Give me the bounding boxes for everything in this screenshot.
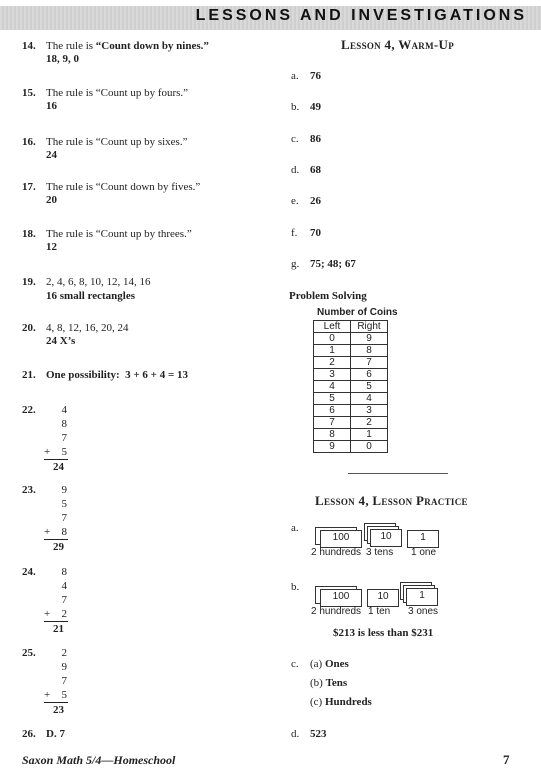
tens-block: 10 (370, 529, 402, 547)
table-cell: 6 (351, 369, 388, 381)
problem-number: 21. (22, 369, 36, 381)
block-caption: 1 ten (368, 606, 391, 617)
table-row (314, 441, 388, 453)
item-label: d. (291, 728, 300, 740)
addend: 8 (61, 566, 67, 578)
table-row (314, 357, 388, 369)
plus-sign: + (44, 608, 51, 620)
page-number: 7 (503, 752, 510, 767)
table-cell: 4 (314, 381, 351, 393)
hundreds-block: 100 (320, 530, 362, 548)
problem-text: The rule is “Count up by sixes.” (46, 136, 188, 148)
addend: 7 (61, 594, 67, 606)
problem-number: 20. (22, 322, 36, 334)
banner-title: LESSONS AND INVESTIGATIONS (195, 7, 527, 24)
problem-answer: 24 (46, 149, 57, 161)
problem-answer: 16 (46, 100, 57, 112)
sum: 24 (53, 461, 64, 473)
table-row (314, 381, 388, 393)
problem-number: 14. (22, 40, 36, 52)
table-cell: 2 (351, 417, 388, 429)
problem-number: 17. (22, 181, 36, 193)
table-cell: 9 (351, 333, 388, 345)
problem-text: The rule is “Count down by fives.” (46, 181, 201, 193)
item-label: c. (291, 133, 299, 145)
table-row (314, 333, 388, 345)
table-cell: 3 (314, 369, 351, 381)
item-label: b. (291, 101, 300, 113)
block-caption: 2 hundreds (311, 547, 362, 558)
item-value: 523 (310, 728, 327, 740)
problem-text: The rule is “Count up by fours.” (46, 87, 189, 99)
addend: 8 (61, 418, 67, 430)
item-label: a. (291, 522, 299, 534)
table-cell: 1 (314, 345, 351, 357)
problem-text: 2, 4, 6, 8, 10, 12, 14, 16 (46, 276, 151, 288)
sum: 23 (53, 704, 64, 716)
table-cell: 9 (314, 441, 351, 453)
problem-number: 23. (22, 484, 36, 496)
table-cell: 0 (351, 441, 388, 453)
plus-sign: + (44, 526, 51, 538)
problem-number: 18. (22, 228, 36, 240)
addend: 5 (61, 689, 67, 701)
problem-answer: 20 (46, 194, 57, 206)
table-cell: 4 (351, 393, 388, 405)
addend: 4 (61, 404, 67, 416)
table-row (314, 417, 388, 429)
sum-line (44, 539, 68, 540)
addend: 7 (61, 675, 67, 687)
table-cell: 8 (314, 429, 351, 441)
problem-answer: 12 (46, 241, 57, 253)
item-label: g. (291, 258, 300, 270)
problem-text: The rule is “Count up by threes.” (46, 228, 192, 240)
sub-item: (b) Tens (310, 677, 348, 689)
table-cell: 2 (314, 357, 351, 369)
table-cell: 1 (351, 429, 388, 441)
problem-number: 24. (22, 566, 36, 578)
table-cell: 8 (351, 345, 388, 357)
problem-number: 16. (22, 136, 36, 148)
ones-block: 1 (407, 530, 439, 548)
item-value: 26 (310, 195, 321, 207)
item-label: b. (291, 581, 300, 593)
table-cell: 5 (351, 381, 388, 393)
addend: 5 (61, 498, 67, 510)
addend: 4 (61, 580, 67, 592)
item-label: a. (291, 70, 299, 82)
problem-answer: 18, 9, 0 (46, 53, 79, 65)
footer-book-title: Saxon Math 5/4—Homeschool (22, 753, 176, 767)
plus-sign: + (44, 689, 51, 701)
addend: 5 (61, 446, 67, 458)
ones-block: 1 (406, 588, 438, 606)
table-cell: 6 (314, 405, 351, 417)
item-value: 75; 48; 67 (310, 258, 356, 270)
item-value: 70 (310, 227, 321, 239)
sum-line (44, 621, 68, 622)
table-cell: 3 (351, 405, 388, 417)
problem-answer: One possibility: 3 + 6 + 4 = 13 (46, 369, 188, 381)
block-caption: 3 ones (408, 606, 439, 617)
header-banner (0, 6, 541, 30)
sum: 21 (53, 623, 64, 635)
table-row (314, 369, 388, 381)
hundreds-block: 100 (320, 589, 362, 607)
table-row (314, 405, 388, 417)
practice-title: Lesson 4, Lesson Practice (315, 493, 468, 508)
item-value: 49 (310, 101, 321, 113)
problem-answer: D. 7 (46, 728, 65, 740)
addend: 7 (61, 432, 67, 444)
problem-number: 15. (22, 87, 36, 99)
problem-text: The rule is “Count down by nines.” (46, 40, 209, 52)
problem-answer: 16 small rectangles (46, 290, 136, 302)
problem-number: 26. (22, 728, 36, 740)
tens-block: 10 (367, 589, 399, 607)
table-cell: 7 (351, 357, 388, 369)
addend: 9 (61, 484, 67, 496)
problem-number: 19. (22, 276, 36, 288)
sub-item: (c) Hundreds (310, 696, 372, 708)
section-divider (348, 473, 448, 474)
table-row (314, 393, 388, 405)
addend: 9 (61, 661, 67, 673)
item-label: d. (291, 164, 300, 176)
table-row (314, 429, 388, 441)
block-caption: 2 hundreds (311, 606, 362, 617)
item-label: e. (291, 195, 299, 207)
table-cell: 5 (314, 393, 351, 405)
item-value: 86 (310, 133, 321, 145)
sum: 29 (53, 541, 64, 553)
addend: 8 (61, 526, 67, 538)
problem-number: 25. (22, 647, 36, 659)
problem-solving-heading: Problem Solving (289, 290, 367, 302)
addend: 2 (61, 647, 67, 659)
addend: 2 (61, 608, 67, 620)
problem-number: 22. (22, 404, 36, 416)
addend: 7 (61, 512, 67, 524)
column-header: Right (351, 321, 388, 333)
coins-table-title: Number of Coins (317, 307, 398, 318)
comparison-answer: $213 is less than $231 (333, 627, 434, 639)
table-cell: 0 (314, 333, 351, 345)
table-row (314, 345, 388, 357)
sum-line (44, 702, 68, 703)
column-header: Left (314, 321, 351, 333)
sum-line (44, 459, 68, 460)
problem-answer: 24 X’s (46, 335, 76, 347)
block-caption: 3 tens (366, 547, 394, 558)
item-value: 76 (310, 70, 321, 82)
problem-text: 4, 8, 12, 16, 20, 24 (46, 322, 129, 334)
item-label: c. (291, 658, 299, 670)
table-cell: 7 (314, 417, 351, 429)
item-value: 68 (310, 164, 321, 176)
warmup-title: Lesson 4, Warm-Up (341, 37, 455, 52)
coins-table (313, 320, 388, 453)
plus-sign: + (44, 446, 51, 458)
block-caption: 1 one (411, 547, 437, 558)
sub-item: (a) Ones (310, 658, 349, 670)
item-label: f. (291, 227, 298, 239)
